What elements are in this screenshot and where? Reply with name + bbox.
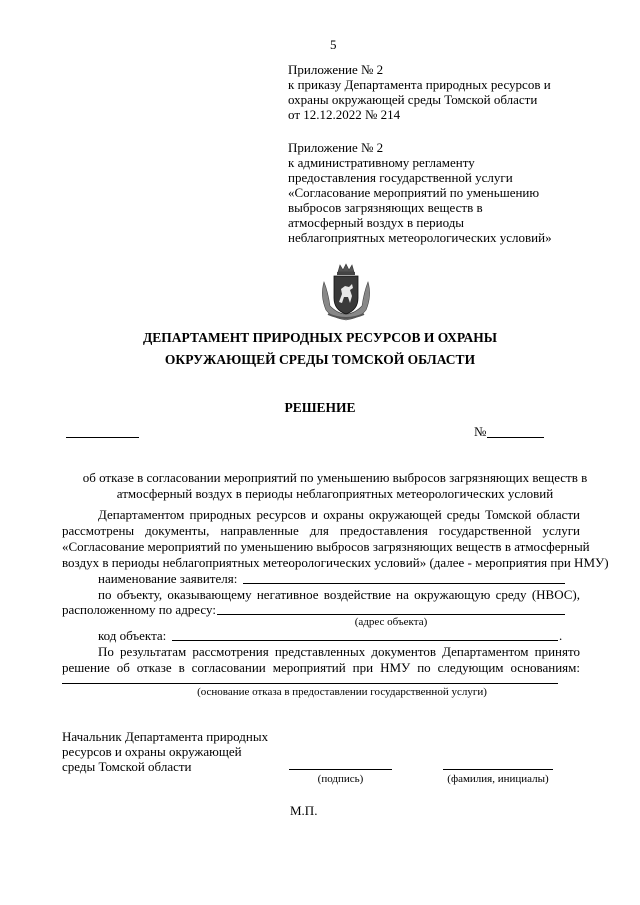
object-line1: по объекту, оказывающему негативное воздействие на окружающую среду (НВОС), [98, 587, 580, 602]
department-title-line2: ОКРУЖАЮЩЕЙ СРЕДЫ ТОМСКОЙ ОБЛАСТИ [164, 352, 476, 367]
subject-line1: об отказе в согласовании мероприятий по уменьшению выбросов загрязняющих веществ в [82, 470, 588, 485]
name-caption: (фамилия, инициалы) [447, 773, 549, 785]
annex-order-line: охраны окружающей среды Томской области [288, 92, 538, 107]
page-number: 5 [330, 37, 337, 52]
annex-regulation-block [288, 140, 552, 245]
signatory-position [62, 729, 268, 774]
annex-regulation-line: выбросов загрязняющих веществ в [288, 200, 483, 215]
annex-order-line: от 12.12.2022 № 214 [288, 107, 401, 122]
annex-regulation-line: предоставления государственной услуги [288, 170, 513, 185]
signature-caption: (подпись) [317, 773, 364, 785]
signature-field[interactable] [289, 769, 392, 770]
signatory-position-line: Начальник Департамента природных [62, 729, 269, 744]
annex-regulation-line: «Согласование мероприятий по уменьшению [288, 185, 540, 200]
object-address-label: расположенному по адресу: [62, 602, 216, 617]
result-line1: По результатам рассмотрения представленных документов Департаментом принято [98, 644, 580, 659]
signatory-position-line: среды Томской области [62, 759, 192, 774]
department-title-line1: ДЕПАРТАМЕНТ ПРИРОДНЫХ РЕСУРСОВ И ОХРАНЫ [143, 330, 497, 345]
paragraph-line: Департаментом природных ресурсов и охраны окружающей среды Томской области [98, 507, 580, 522]
number-blank [487, 437, 544, 438]
applicant-label: наименование заявителя: [98, 571, 238, 586]
address-caption: (адрес объекта) [354, 616, 428, 628]
paragraph-line: рассмотрены документы, направленные для предоставления государственной услуги [62, 523, 580, 538]
reason-field[interactable] [62, 683, 558, 684]
annex-order-line: к приказу Департамента природных ресурсов и [288, 77, 551, 92]
number-label: № [474, 424, 487, 439]
applicant-field[interactable] [243, 583, 565, 584]
annex-regulation-line: к административному регламенту [288, 155, 475, 170]
address-field[interactable] [217, 614, 565, 615]
result-line2: решение об отказе в согласовании мероприятий при НМУ по следующим основаниям: [62, 660, 580, 675]
name-field[interactable] [443, 769, 553, 770]
annex-regulation-line: атмосферный воздух в периоды [288, 215, 465, 230]
subject-line2: атмосферный воздух в периоды неблагоприятных метеорологических условий [116, 486, 554, 501]
annex-regulation-line: неблагоприятных метеорологических условий» [288, 230, 552, 245]
annex-order-block [288, 62, 551, 122]
annex-order-line: Приложение № 2 [288, 62, 384, 77]
reason-caption: (основание отказа в предоставлении государственной услуги) [197, 686, 487, 698]
document-type-title: РЕШЕНИЕ [284, 400, 356, 415]
paragraph-line: воздух в периоды неблагоприятных метеорологических условий» (далее - мероприятия при НМУ) [62, 555, 609, 570]
paragraph-line: «Согласование мероприятий по уменьшению выбросов загрязняющих веществ в атмосферный [62, 539, 590, 554]
tomsk-coat-of-arms-icon [318, 262, 374, 322]
date-blank [66, 437, 139, 438]
object-code-field[interactable] [172, 640, 558, 641]
stamp-place: М.П. [290, 803, 318, 818]
object-code-end: . [559, 628, 563, 643]
annex-regulation-line: Приложение № 2 [288, 140, 384, 155]
signatory-position-line: ресурсов и охраны окружающей [62, 744, 242, 759]
object-code-label: код объекта: [98, 628, 167, 643]
